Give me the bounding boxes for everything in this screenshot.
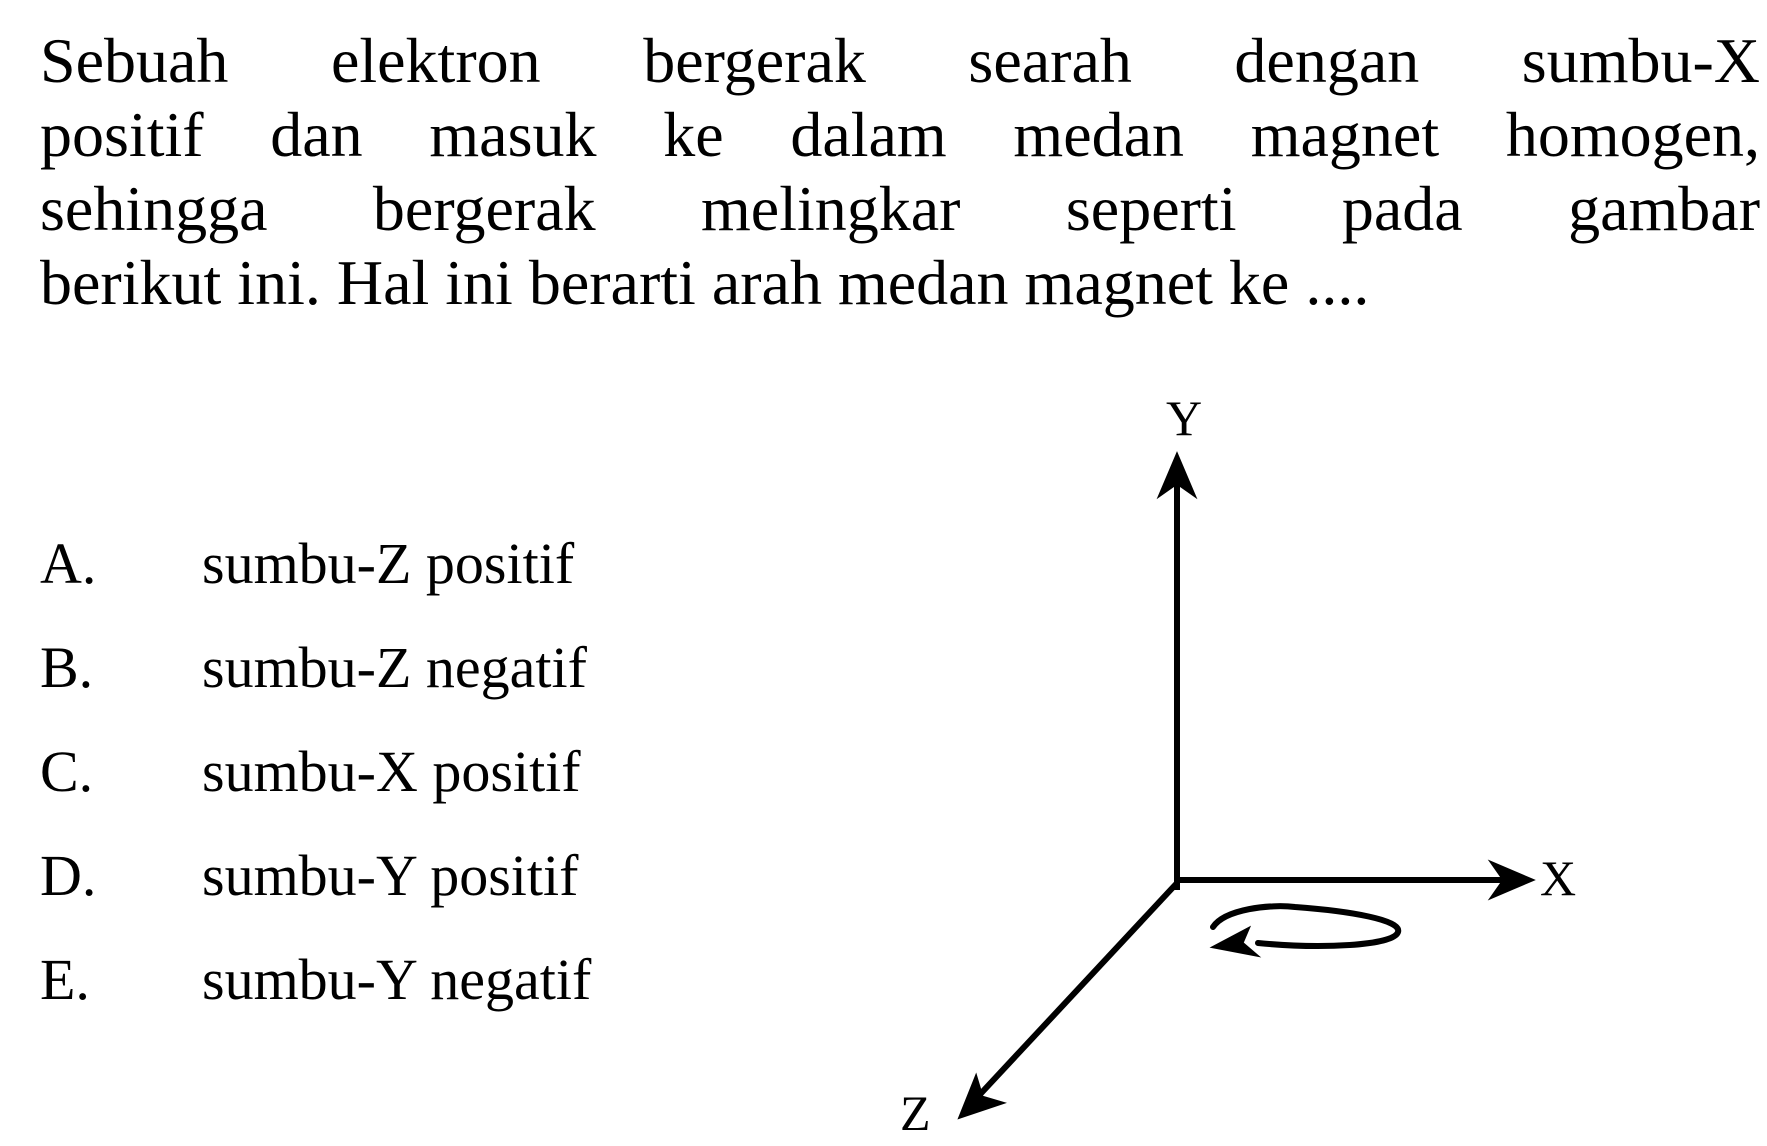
z-axis-label: Z	[900, 1085, 931, 1135]
question-line: sehingga bergerak melingkar seperti pada gambar	[40, 173, 1760, 244]
question-line: positif dan masuk ke dalam medan magnet homogen,	[40, 99, 1760, 170]
x-axis-label: X	[1540, 850, 1577, 906]
option-text: sumbu-Z negatif	[202, 635, 587, 700]
z-axis-arrowhead	[960, 1077, 1002, 1117]
option-letter: D.	[40, 843, 97, 908]
option-e[interactable]	[40, 928, 591, 1032]
axis-diagram	[880, 395, 1700, 1135]
option-text: sumbu-Z positif	[202, 531, 575, 596]
question-text	[40, 24, 1760, 320]
option-letter: E.	[40, 947, 90, 1012]
z-axis-line	[972, 883, 1177, 1103]
option-c[interactable]	[40, 720, 591, 824]
option-d[interactable]	[40, 824, 591, 928]
option-text: sumbu-Y positif	[202, 843, 579, 908]
option-a[interactable]	[40, 512, 591, 616]
y-axis-label: Y	[1166, 395, 1203, 446]
option-text: sumbu-Y negatif	[202, 947, 592, 1012]
option-letter: C.	[40, 739, 94, 804]
option-text: sumbu-X positif	[202, 739, 581, 804]
option-letter: B.	[40, 635, 94, 700]
answer-options	[40, 512, 591, 1032]
option-b[interactable]	[40, 616, 591, 720]
question-line: Sebuah elektron bergerak searah dengan sumbu-X	[40, 25, 1760, 96]
option-letter: A.	[40, 531, 97, 596]
circular-path-arrowhead	[1214, 929, 1256, 955]
question-line: berikut ini. Hal ini berarti arah medan magnet ke ....	[40, 247, 1370, 318]
